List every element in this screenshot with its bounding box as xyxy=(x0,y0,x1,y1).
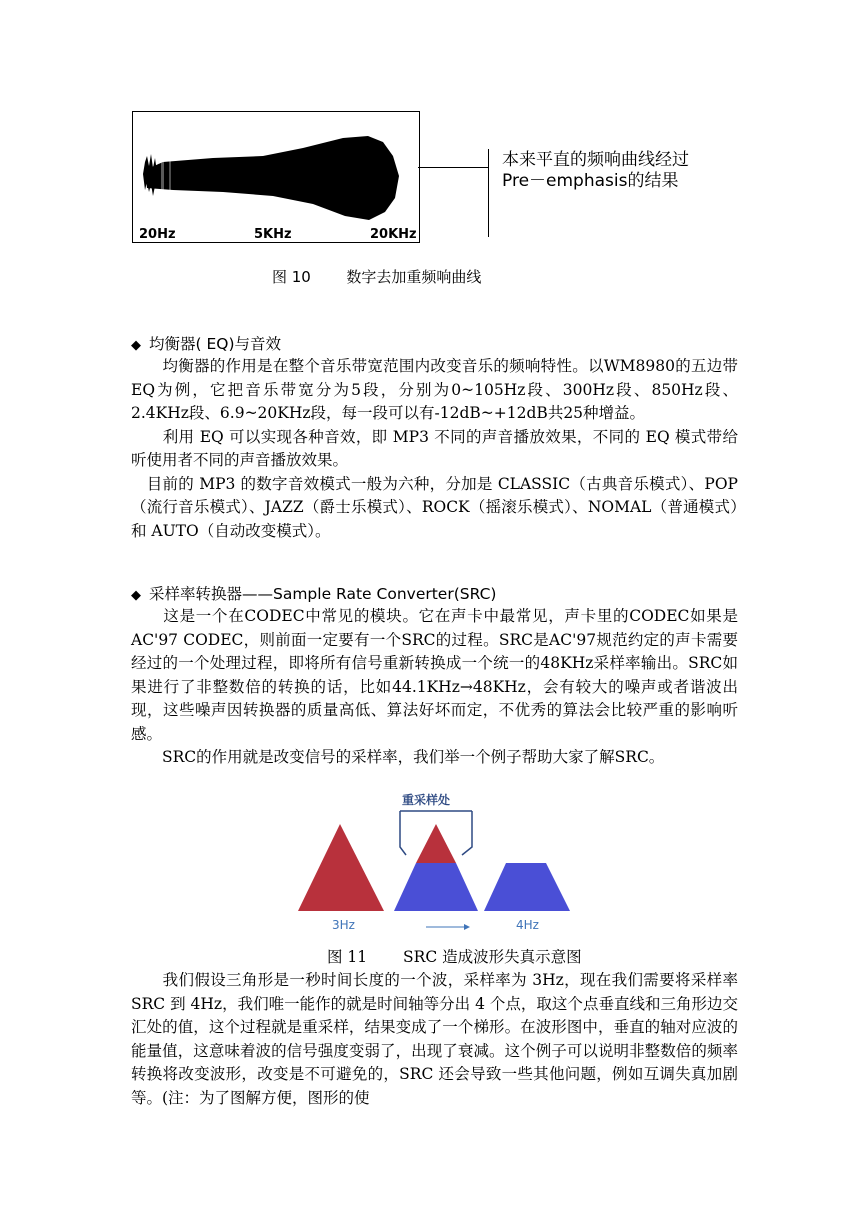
src-body xyxy=(131,605,738,770)
result-trapezoid xyxy=(484,863,570,911)
axis-label-20khz: 20KHz xyxy=(370,227,417,242)
caption-number: 图 11 xyxy=(327,948,368,966)
heading-text: 均衡器( EQ)与音效 xyxy=(149,335,282,353)
eq-body xyxy=(131,355,738,543)
label-4hz: 4Hz xyxy=(516,918,539,932)
paragraph: 均衡器的作用是在整个音乐带宽范围内改变音乐的频响特性。以WM8980的五边带EQ为例，它把音乐带宽分为5段，分别为0~105Hz段、300Hz段、850Hz段、2.4KHz段、6.9~20KHz段，每一段可以有-12dB~+12dB共25种增益。 xyxy=(131,357,738,422)
figure-10-plot xyxy=(132,111,420,243)
resampled-trapezoid xyxy=(394,863,478,911)
annotation-leader-line xyxy=(418,167,488,168)
paragraph: 利用 EQ 可以实现各种音效，即 MP3 不同的声音播放效果，不同的 EQ 模式带给听使用者不同的声音播放效果。 xyxy=(131,427,738,469)
annotation-line-2: Pre－emphasis的结果 xyxy=(502,171,679,191)
arrow-head xyxy=(464,924,470,930)
resample-tag: 重采样处 xyxy=(402,793,451,807)
closing-body xyxy=(131,969,738,1110)
figure-10-annotation xyxy=(502,150,689,192)
paragraph: SRC的作用就是改变信号的采样率，我们举一个例子帮助大家了解SRC。 xyxy=(131,748,665,766)
label-3hz: 3Hz xyxy=(332,918,355,932)
axis-label-5khz: 5KHz xyxy=(254,227,292,242)
figure-11-caption xyxy=(327,945,582,967)
resampling-shapes xyxy=(298,787,574,937)
figure-11-diagram xyxy=(298,787,574,937)
original-triangle xyxy=(298,824,384,911)
bullet-diamond-icon: ◆ xyxy=(131,588,141,603)
axis-label-20hz: 20Hz xyxy=(139,227,176,242)
bullet-diamond-icon: ◆ xyxy=(131,338,141,353)
paragraph: 这是一个在CODEC中常见的模块。它在声卡中最常见，声卡里的CODEC如果是AC'97 CODEC，则前面一定要有一个SRC的过程。SRC是AC'97规范约定的声卡需要经过的一个处理过程，即将所有信号重新转换成一个统一的48KHz采样率输出。SRC如果进行了非整数倍的转换的话，比如44.1KHz→48KHz，会有较大的噪声或者谐波出现，这些噪声因转换器的质量高低、算法好坏而定，不优秀的算法会比较严重的影响听感。 xyxy=(131,607,738,743)
paragraph: 目前的 MP3 的数字音效模式一般为六种，分加是 CLASSIC（古典音乐模式）、POP（流行音乐模式）、JAZZ（爵士乐模式）、ROCK（摇滚乐模式）、NOMAL（普通模式）和 AUTO（自动改变模式）。 xyxy=(131,474,738,540)
figure-10-caption xyxy=(272,266,481,287)
annotation-bracket xyxy=(488,149,494,237)
caption-number: 图 10 xyxy=(272,268,311,286)
section-heading-eq xyxy=(131,333,281,357)
frequency-response-waveform xyxy=(133,112,419,242)
resampled-triangle-tip xyxy=(416,824,456,863)
caption-text: 数字去加重频响曲线 xyxy=(346,268,482,286)
heading-text: 采样率转换器——Sample Rate Converter(SRC) xyxy=(149,585,497,603)
caption-text: SRC 造成波形失真示意图 xyxy=(403,948,582,966)
annotation-line-1: 本来平直的频响曲线经过 xyxy=(502,150,689,170)
paragraph: 我们假设三角形是一秒时间长度的一个波，采样率为 3Hz，现在我们需要将采样率 SRC 到 4Hz，我们唯一能作的就是时间轴等分出 4 个点，取这个点垂直线和三角形边交汇处的值，这个过程就是重采样，结果变成了一个梯形。在波形图中，垂直的轴对应波的能量值，这意味着波的信号强度变弱了，出现了衰减。这个例子可以说明非整数倍的频率转换将改变波形，改变是不可避免的，SRC 还会导致一些其他问题，例如互调失真加剧等。(注：为了图解方便，图形的使 xyxy=(131,971,738,1107)
section-heading-src xyxy=(131,583,496,607)
